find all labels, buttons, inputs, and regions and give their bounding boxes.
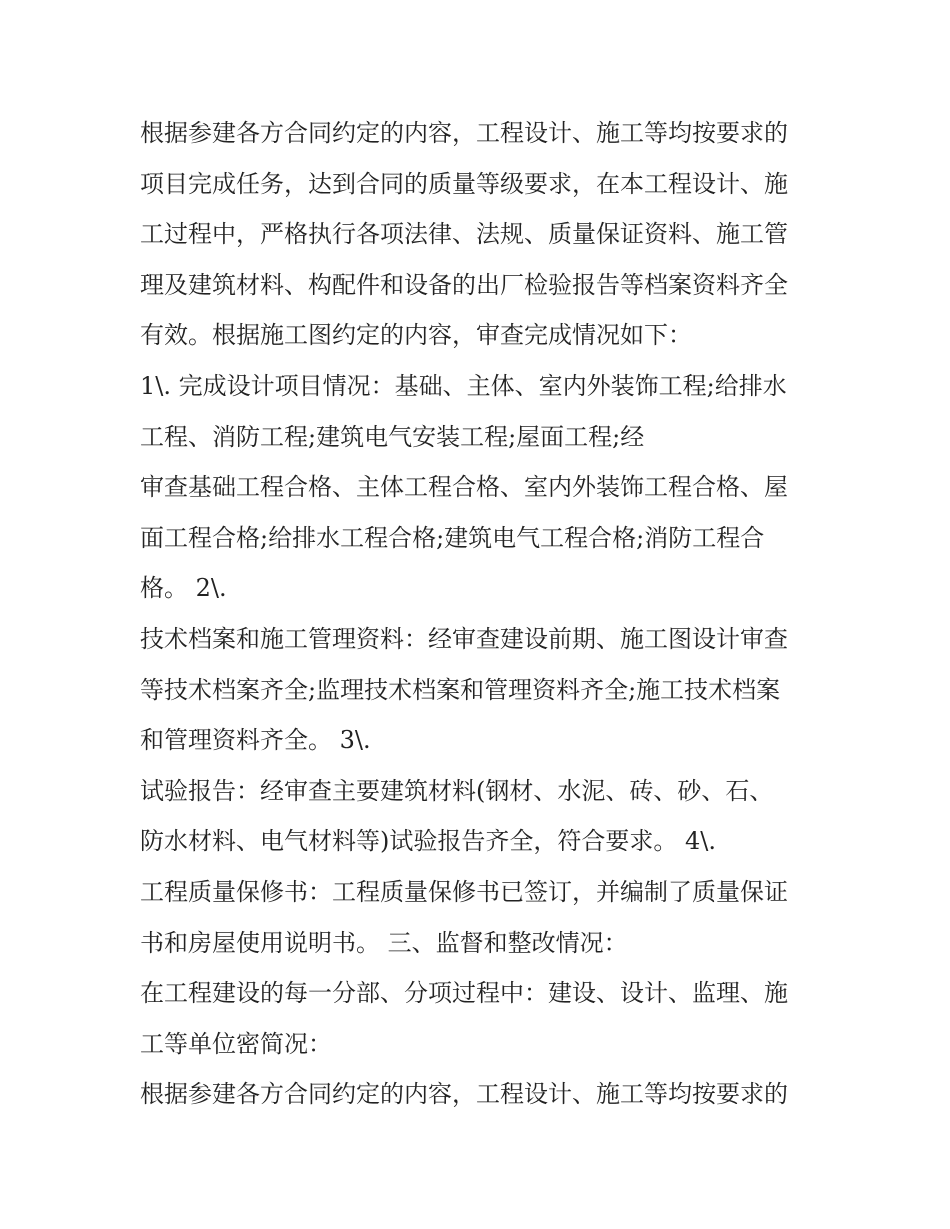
- text-line: 技术档案和施工管理资料：经审查建设前期、施工图设计审查: [140, 624, 788, 653]
- paragraph-test-reports: [140, 766, 820, 867]
- paragraph-technical-archives: [140, 614, 820, 766]
- text-line: 审查基础工程合格、主体工程合格、室内外装饰工程合格、屋: [140, 473, 788, 502]
- text-line: 项目完成任务，达到合同的质量等级要求，在本工程设计、施: [140, 169, 788, 198]
- document-body: [140, 108, 820, 1120]
- text-line: 工程质量保修书：工程质量保修书已签订，并编制了质量保证: [140, 877, 788, 906]
- text-line: 工过程中，严格执行各项法律、法规、质量保证资料、施工管: [140, 220, 788, 249]
- text-line: 书和房屋使用说明书。 三、监督和整改情况：: [140, 928, 628, 957]
- text-line: 防水材料、电气材料等)试验报告齐全，符合要求。 4\.: [140, 827, 716, 856]
- text-line: 工等单位密简况：: [140, 1029, 332, 1058]
- paragraph-warranty: [140, 867, 820, 968]
- text-line: 1\. 完成设计项目情况：基础、主体、室内外装饰工程;给排水: [140, 371, 787, 400]
- paragraph-design-items: [140, 361, 820, 462]
- text-line: 面工程合格;给排水工程合格;建筑电气工程合格;消防工程合: [140, 523, 765, 552]
- text-line: 格。 2\.: [140, 574, 227, 603]
- text-line: 根据参建各方合同约定的内容，工程设计、施工等均按要求的: [140, 119, 788, 147]
- text-line: 有效。根据施工图约定的内容，审查完成情况如下：: [140, 321, 692, 350]
- text-line: 在工程建设的每一分部、分项过程中：建设、设计、监理、施: [140, 979, 788, 1008]
- text-line: 工程、消防工程;建筑电气安装工程;屋面工程;经: [140, 422, 645, 451]
- paragraph-completion-summary: [140, 108, 820, 361]
- text-line: 和管理资料齐全。 3\.: [140, 726, 371, 755]
- paragraph-supervision: [140, 968, 820, 1069]
- text-line: 根据参建各方合同约定的内容，工程设计、施工等均按要求的: [140, 1080, 788, 1109]
- paragraph-inspection-results: [140, 462, 820, 614]
- text-line: 试验报告：经审查主要建筑材料(钢材、水泥、砖、砂、石、: [140, 776, 774, 805]
- text-line: 等技术档案齐全;监理技术档案和管理资料齐全;施工技术档案: [140, 675, 781, 704]
- paragraph-repeat-summary: [140, 1069, 820, 1120]
- text-line: 理及建筑材料、构配件和设备的出厂检验报告等档案资料齐全: [140, 270, 788, 299]
